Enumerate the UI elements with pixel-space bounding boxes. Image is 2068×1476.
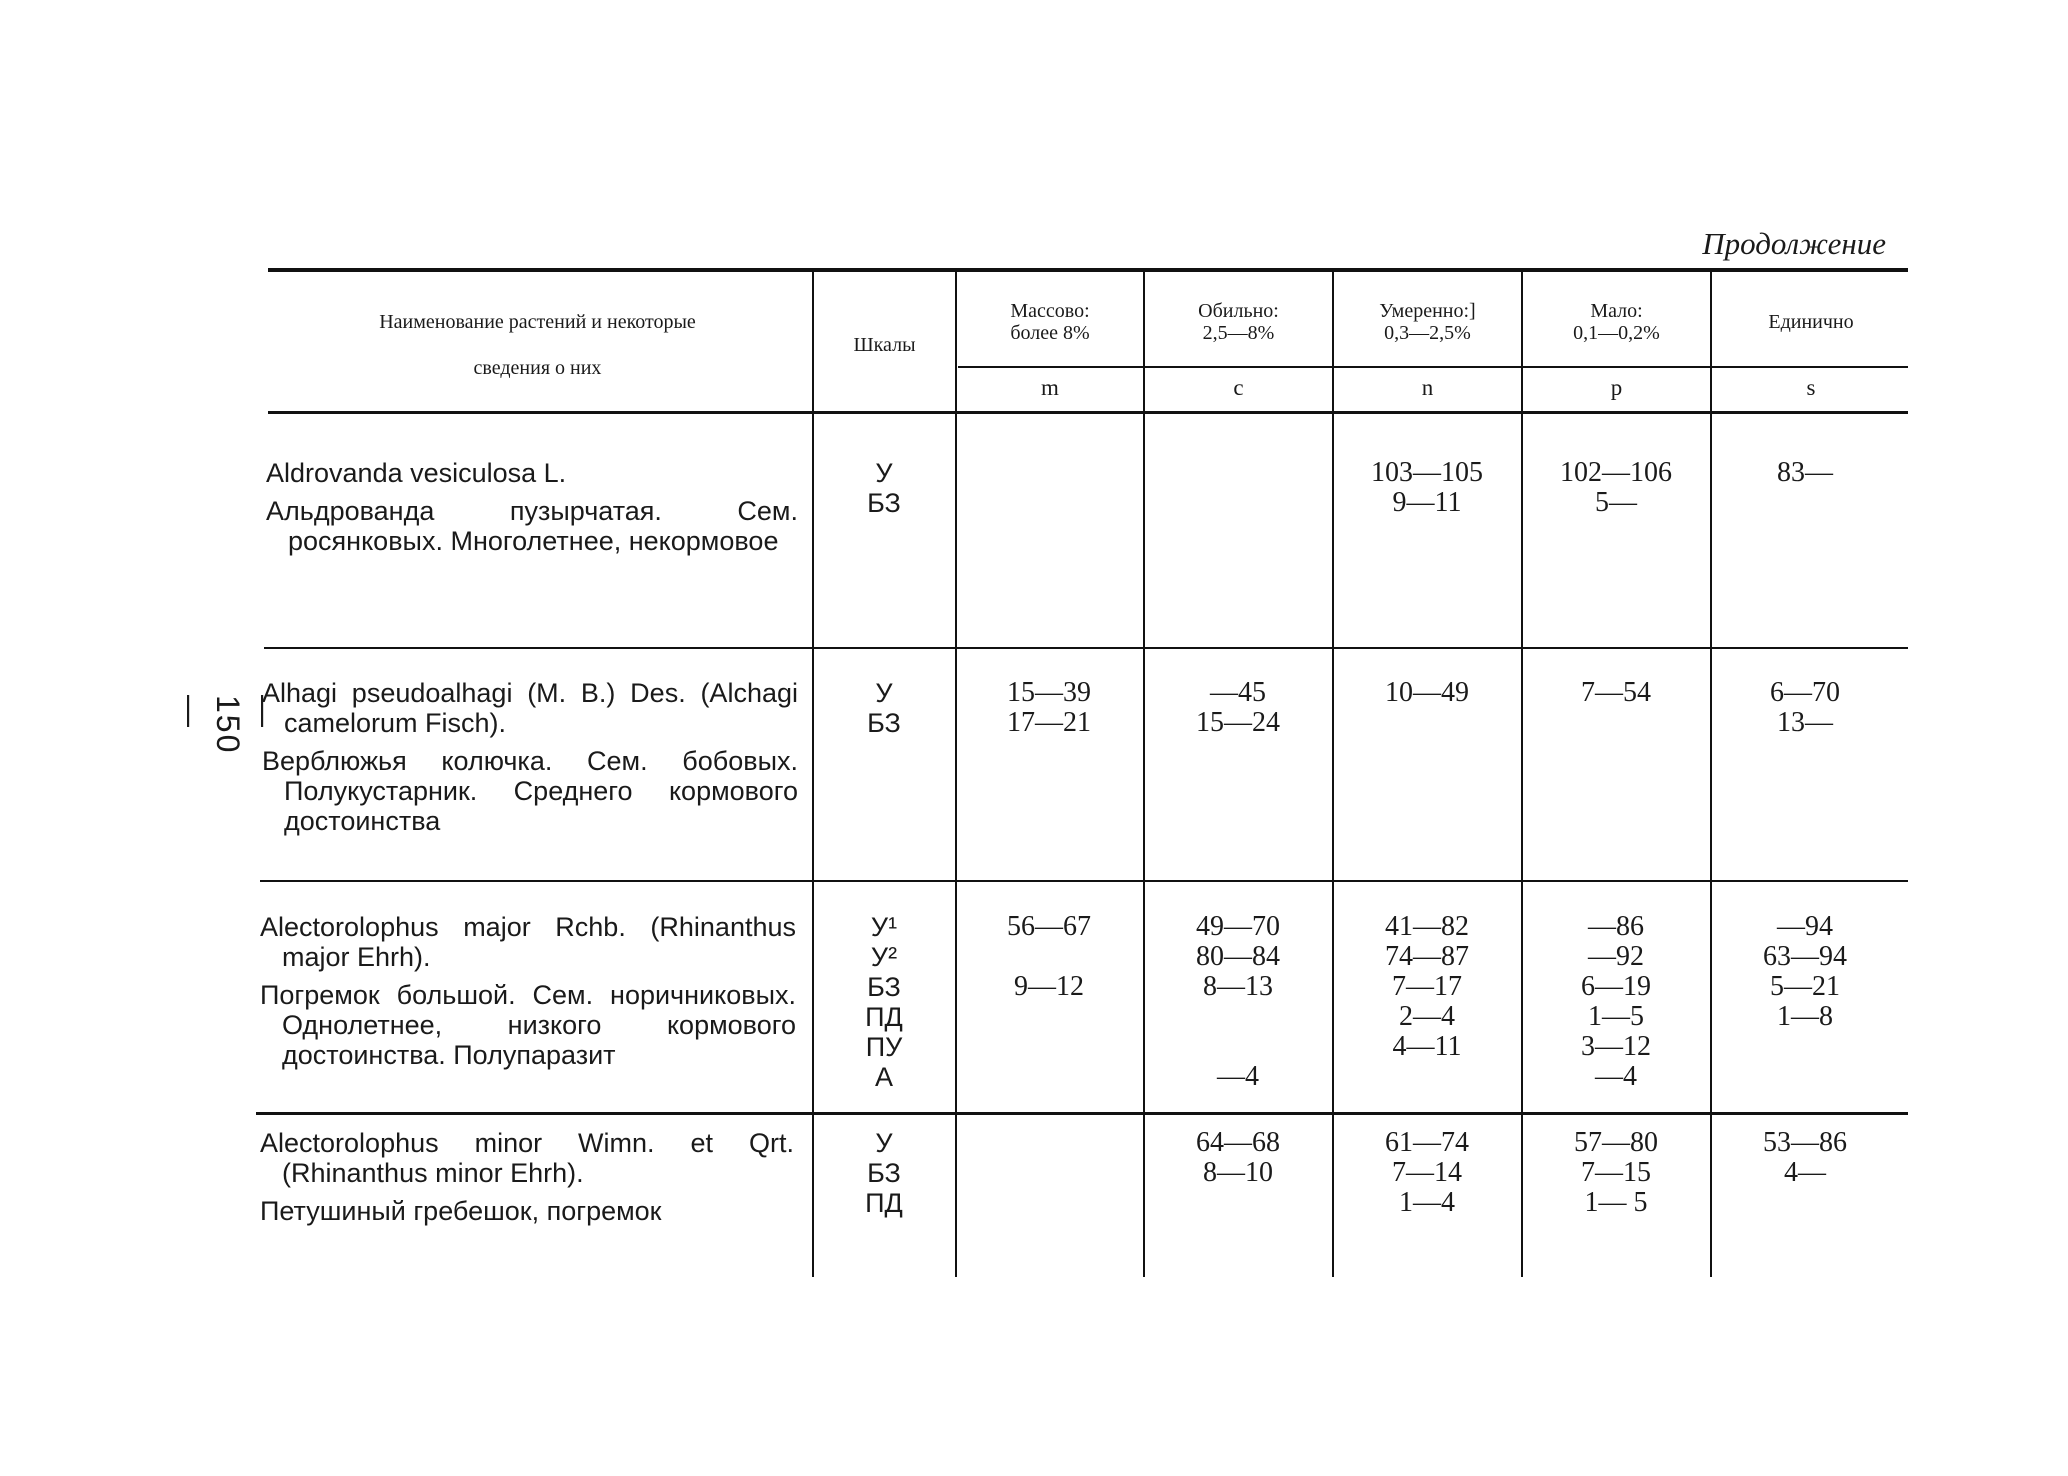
row-3-russian: Погремок большой. Сем. норичниковых. Однолетнее, низкого кормового достоинства. Полупаразит	[260, 980, 796, 1070]
row-2-value-c: —45	[1210, 677, 1266, 708]
row-1-value-m	[964, 458, 1134, 488]
row-4-value-s: 53—86	[1763, 1127, 1847, 1158]
row-3-value-m	[964, 1062, 1134, 1092]
header-col-c	[1147, 282, 1330, 362]
row-1-col-c	[1153, 458, 1323, 518]
row-4-value-n: 1—4	[1399, 1187, 1455, 1218]
symbol-n: n	[1421, 375, 1434, 400]
header-col-m-label: Массово:	[1010, 300, 1090, 322]
row-3-value-p: —86	[1588, 911, 1644, 942]
row-3-col-c	[1153, 912, 1323, 1092]
header-scale	[816, 290, 953, 400]
row-3-col-m	[964, 912, 1134, 1092]
row-3-value-s	[1720, 1062, 1890, 1092]
row-3-col-n	[1342, 912, 1512, 1092]
row-2-value-n	[1342, 708, 1512, 738]
row-3-scale: А	[874, 1062, 893, 1092]
row-2-scale: БЗ	[867, 708, 901, 738]
row-1-value-p: 5—	[1595, 487, 1637, 518]
row-3-value-m	[964, 1032, 1134, 1062]
row-3-value-m: 56—67	[1007, 911, 1091, 942]
header-name-line-1: Наименование растений и некоторые	[379, 311, 696, 333]
col-line-c	[1143, 272, 1145, 1277]
row-4-value-s: 4—	[1784, 1157, 1826, 1188]
row-4-value-n: 7—14	[1392, 1157, 1462, 1188]
row-3-value-c	[1153, 1002, 1323, 1032]
row-4-russian: Петушиный гребешок, погремок	[260, 1196, 662, 1226]
row-3-value-c: 49—70	[1196, 911, 1280, 942]
row-1-value-m	[964, 488, 1134, 518]
header-col-c-sub: 2,5—8%	[1202, 322, 1275, 344]
row-3-scale: У²	[870, 942, 898, 972]
col-line-p	[1521, 272, 1523, 1277]
header-col-p	[1525, 282, 1708, 362]
row-3-value-s: 1—8	[1777, 1001, 1833, 1032]
row-1-value-n: 9—11	[1392, 487, 1462, 518]
row-4-value-s	[1720, 1188, 1890, 1218]
row-3-value-c: 8—13	[1203, 971, 1273, 1002]
row-4-col-s	[1720, 1128, 1890, 1218]
header-col-p-label: Мало:	[1590, 300, 1643, 322]
row-3-value-p: 1—5	[1588, 1001, 1644, 1032]
symbol-c: c	[1233, 375, 1244, 400]
row-4-value-n: 61—74	[1385, 1127, 1469, 1158]
row-1-col-s	[1720, 458, 1890, 518]
row-2-value-s: 6—70	[1770, 677, 1840, 708]
col-line-m	[955, 272, 957, 1277]
continuation-label: Продолжение	[1702, 226, 1886, 261]
row-2-russian: Верблюжья колючка. Сем. бобовых. Полукустарник. Среднего кормового достоинства	[262, 746, 798, 836]
row-2-scale: У	[875, 678, 893, 708]
symbol-s: s	[1806, 375, 1816, 400]
row-4-value-c: 8—10	[1203, 1157, 1273, 1188]
row-1-value-s: 83—	[1777, 457, 1833, 488]
row-2-col-p	[1531, 678, 1701, 738]
row-4-scale: БЗ	[867, 1158, 901, 1188]
header-col-m-sub: более 8%	[1010, 322, 1090, 344]
page-number: — 150 —	[173, 695, 284, 755]
subheader-rule	[958, 366, 1908, 368]
row-1-col-n	[1342, 458, 1512, 518]
row-3-value-c	[1153, 1032, 1323, 1062]
row-2-value-m: 15—39	[1007, 677, 1091, 708]
row-separator-3	[256, 1112, 1908, 1115]
row-4-value-p: 57—80	[1574, 1127, 1658, 1158]
row-3-value-c: 80—84	[1196, 941, 1280, 972]
header-col-s	[1714, 282, 1908, 362]
row-1-value-s	[1720, 488, 1890, 518]
row-4-col-m	[964, 1128, 1134, 1218]
row-2-col-c	[1153, 678, 1323, 738]
table-row-3-name	[260, 912, 796, 1070]
header-col-p-sub: 0,1—0,2%	[1573, 322, 1660, 344]
row-3-value-n: 41—82	[1385, 911, 1469, 942]
row-3-col-s	[1720, 912, 1890, 1092]
row-1-scale: У	[875, 458, 893, 488]
row-4-value-c	[1153, 1188, 1323, 1218]
row-2-value-c: 15—24	[1196, 707, 1280, 738]
header-col-c-label: Обильно:	[1198, 300, 1279, 322]
header-col-s-label: Единично	[1768, 311, 1854, 333]
symbol-m: m	[1041, 375, 1059, 400]
row-2-scales	[819, 678, 949, 738]
row-3-value-p: 6—19	[1581, 971, 1651, 1002]
row-1-value-c	[1153, 458, 1323, 488]
row-3-value-s: 63—94	[1763, 941, 1847, 972]
row-3-scale: ПД	[865, 1002, 903, 1032]
col-line-s	[1710, 272, 1712, 1277]
row-1-value-n: 103—105	[1371, 457, 1483, 488]
row-4-scale: У	[875, 1128, 893, 1158]
row-3-scale: У¹	[870, 912, 898, 942]
row-1-scales	[819, 458, 949, 518]
row-4-value-m	[964, 1158, 1134, 1188]
row-4-latin: Alectorolophus minor Wimn. et Qrt. (Rhinanthus minor Ehrh).	[260, 1128, 794, 1188]
row-2-col-n	[1342, 678, 1512, 738]
row-4-scales	[819, 1128, 949, 1218]
table-row-4-name	[260, 1128, 794, 1226]
header-scale-label: Шкалы	[853, 334, 916, 356]
row-3-value-n: 74—87	[1385, 941, 1469, 972]
row-2-col-m	[964, 678, 1134, 738]
row-3-value-p: 3—12	[1581, 1031, 1651, 1062]
row-3-scale: БЗ	[867, 972, 901, 1002]
header-col-n	[1336, 282, 1519, 362]
row-3-value-n: 4—11	[1392, 1031, 1462, 1062]
row-3-value-n: 7—17	[1392, 971, 1462, 1002]
row-4-value-m	[964, 1128, 1134, 1158]
row-2-value-p	[1531, 708, 1701, 738]
row-2-value-p: 7—54	[1581, 677, 1651, 708]
row-2-latin: Alhagi pseudoalhagi (M. B.) Des. (Alchagi camelorum Fisch).	[262, 678, 798, 738]
row-3-value-s: 5—21	[1770, 971, 1840, 1002]
table-top-rule	[268, 268, 1908, 272]
row-1-col-p	[1531, 458, 1701, 518]
row-3-value-m: 9—12	[1014, 971, 1084, 1002]
row-1-russian: Альдрованда пузырчатая. Сем. росянковых. Многолетнее, некормовое	[266, 496, 798, 556]
row-2-value-m: 17—21	[1007, 707, 1091, 738]
row-separator-2	[260, 880, 1908, 882]
row-4-value-p: 7—15	[1581, 1157, 1651, 1188]
row-3-value-n	[1342, 1062, 1512, 1092]
row-1-scale: БЗ	[867, 488, 901, 518]
row-3-value-s	[1720, 1032, 1890, 1062]
row-4-col-c	[1153, 1128, 1323, 1218]
row-4-value-p: 1— 5	[1584, 1187, 1648, 1218]
row-1-col-m	[964, 458, 1134, 518]
row-3-value-p: —4	[1595, 1061, 1637, 1092]
table-row-1-name	[266, 458, 798, 556]
row-3-value-m	[964, 942, 1134, 972]
row-2-col-s	[1720, 678, 1890, 738]
row-3-value-s: —94	[1777, 911, 1833, 942]
row-3-col-p	[1531, 912, 1701, 1092]
row-4-scale: ПД	[865, 1188, 903, 1218]
header-col-n-label: Умеренно:]	[1379, 300, 1476, 322]
row-3-value-p: —92	[1588, 941, 1644, 972]
row-3-latin: Alectorolophus major Rchb. (Rhinanthus major Ehrh).	[260, 912, 796, 972]
row-2-value-n: 10—49	[1385, 677, 1469, 708]
row-3-value-c: —4	[1217, 1061, 1259, 1092]
col-line-n	[1332, 272, 1334, 1277]
row-1-latin: Aldrovanda vesiculosa L.	[266, 458, 567, 488]
row-1-value-c	[1153, 488, 1323, 518]
header-bottom-rule	[268, 411, 1908, 414]
row-separator-1	[264, 647, 1908, 649]
symbol-p: p	[1610, 375, 1623, 400]
row-3-scale: ПУ	[865, 1032, 903, 1062]
row-3-scales	[819, 912, 949, 1092]
row-3-value-n: 2—4	[1399, 1001, 1455, 1032]
row-4-value-c: 64—68	[1196, 1127, 1280, 1158]
table-row-2-name	[262, 678, 798, 836]
row-3-value-m	[964, 1002, 1134, 1032]
row-1-value-p: 102—106	[1560, 457, 1672, 488]
header-name-line-2: сведения о них	[473, 357, 602, 379]
col-line-scale	[812, 272, 814, 1277]
row-4-col-p	[1531, 1128, 1701, 1218]
header-col-m	[959, 282, 1141, 362]
row-4-value-m	[964, 1188, 1134, 1218]
row-4-col-n	[1342, 1128, 1512, 1218]
header-col-n-sub: 0,3—2,5%	[1384, 322, 1471, 344]
header-name	[270, 290, 805, 400]
row-2-value-s: 13—	[1777, 707, 1833, 738]
